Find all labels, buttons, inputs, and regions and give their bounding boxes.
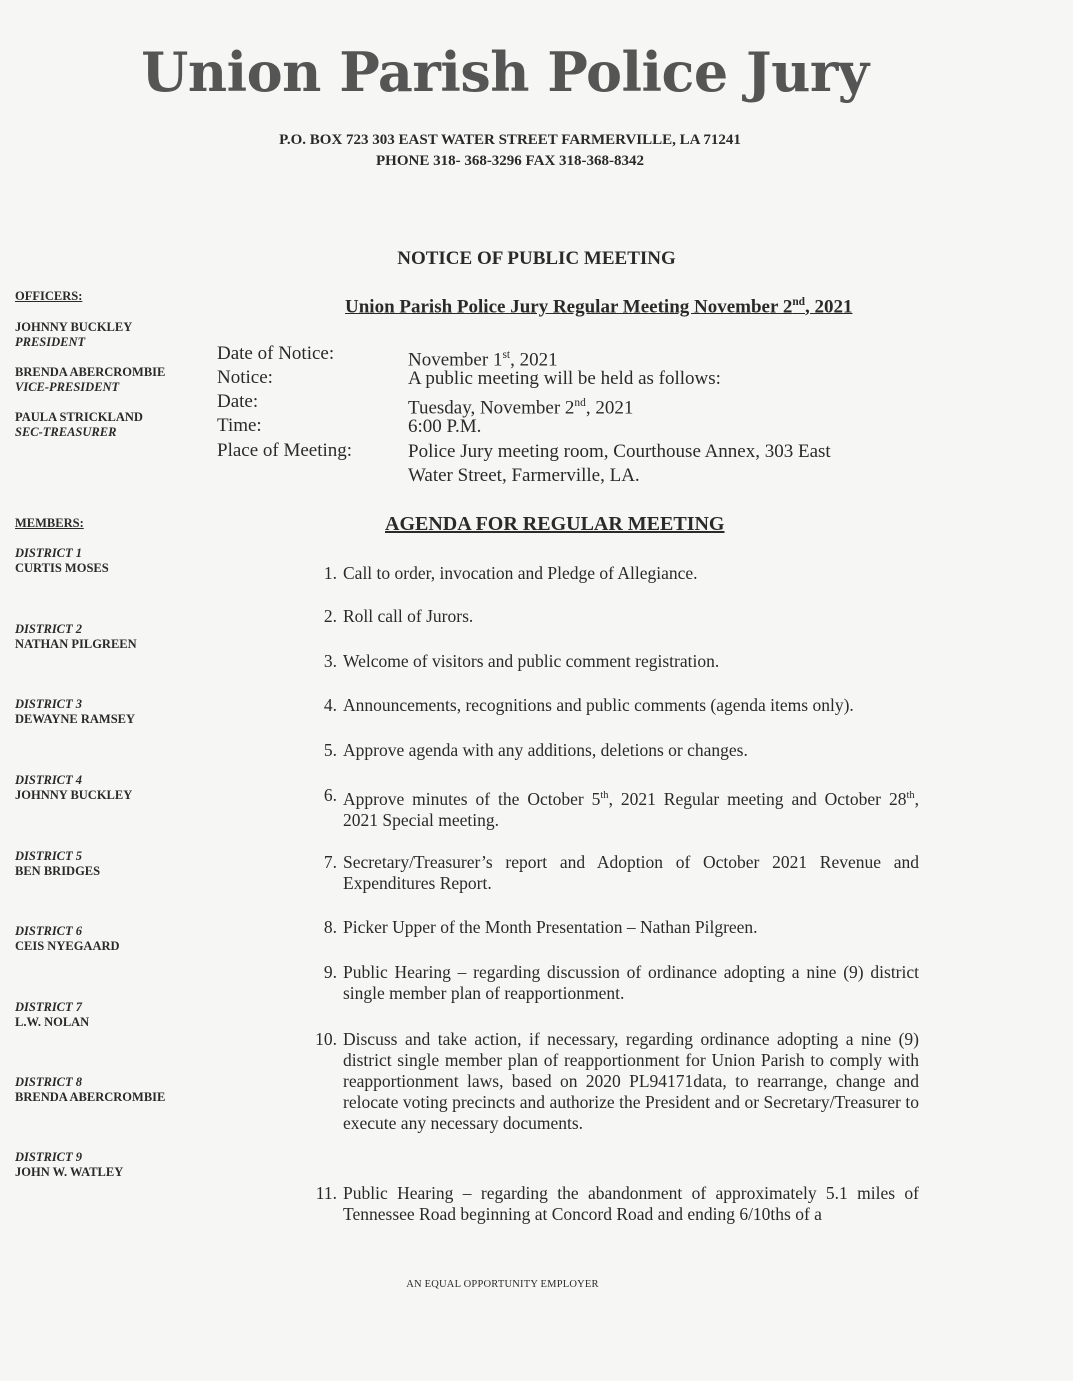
footer-text: AN EQUAL OPPORTUNITY EMPLOYER (406, 1279, 599, 1290)
agenda-item: 4. Announcements, recognitions and public comments (agenda items only). (323, 695, 854, 715)
members-heading: MEMBERS: (15, 516, 84, 530)
notice-value: A public meeting will be held as follows: (408, 368, 721, 389)
member-entry: DISTRICT 8 BRENDA ABERCROMBIE (15, 1075, 166, 1104)
member-entry: DISTRICT 3 DEWAYNE RAMSEY (15, 697, 136, 726)
date-label: Date: (217, 391, 259, 412)
member-entry: DISTRICT 7 L.W. NOLAN (15, 1000, 90, 1029)
date-of-notice-value: November 1st, 2021 (408, 349, 558, 371)
member-entry: DISTRICT 5 BEN BRIDGES (15, 849, 101, 878)
agenda-item: 11. Public Hearing – regarding the abandonment of approximately 5.1 miles of Tennessee Road beginning at Concord Road and ending 6/10ths of a (315, 1183, 919, 1224)
address-line: P.O. BOX 723 303 EAST WATER STREET FARMERVILLE, LA 71241 (279, 132, 741, 148)
date-value: Tuesday, November 2nd, 2021 (408, 397, 634, 419)
member-entry: DISTRICT 4 JOHNNY BUCKLEY (15, 773, 133, 802)
member-entry: DISTRICT 1 CURTIS MOSES (15, 546, 109, 575)
officer-entry: PAULA STRICKLAND SEC-TREASURER (15, 410, 143, 439)
agenda-item: 2. Roll call of Jurors. (323, 606, 474, 626)
notice-heading: NOTICE OF PUBLIC MEETING (397, 248, 676, 269)
time-value: 6:00 P.M. (408, 416, 482, 437)
organization-title: Union Parish Police Jury (141, 40, 869, 104)
agenda-item: 7. Secretary/Treasurer’s report and Adoption of October 2021 Revenue and Expenditures Report. (323, 852, 919, 893)
officer-entry: BRENDA ABERCROMBIE VICE-PRESIDENT (15, 365, 166, 394)
agenda-item: 1. Call to order, invocation and Pledge of Allegiance. (323, 563, 698, 583)
date-of-notice-label: Date of Notice: (217, 343, 335, 364)
agenda-item: 6. Approve minutes of the October 5th, 2021 Regular meeting and October 28th, 2021 Special meeting. (323, 785, 919, 830)
agenda-item: 3. Welcome of visitors and public comment registration. (323, 651, 720, 671)
meeting-heading: Union Parish Police Jury Regular Meeting November 2nd, 2021 (345, 296, 853, 318)
agenda-item: 9. Public Hearing – regarding discussion of ordinance adopting a nine (9) district single member plan of reapportionment. (323, 962, 919, 1003)
place-label: Place of Meeting: (217, 440, 353, 461)
member-entry: DISTRICT 9 JOHN W. WATLEY (15, 1150, 124, 1179)
notice-label: Notice: (217, 367, 273, 388)
officers-heading: OFFICERS: (15, 289, 83, 303)
agenda-item: 10. Discuss and take action, if necessary, regarding ordinance adopting a nine (9) district single member plan of reapportionment for Union Parish to comply with reapportionment laws, based on 2020 PL94171data, to rearrange, change and relocate voting precincts and authorize the President and or Secretary/Treasurer to execute any necessary documents. (315, 1029, 919, 1133)
agenda-item: 5. Approve agenda with any additions, deletions or changes. (323, 740, 748, 760)
time-label: Time: (217, 415, 262, 436)
phone-fax-line: PHONE 318- 368-3296 FAX 318-368-8342 (375, 153, 645, 169)
agenda-heading: AGENDA FOR REGULAR MEETING (385, 513, 725, 535)
member-entry: DISTRICT 6 CEIS NYEGAARD (15, 924, 120, 953)
agenda-item: 8. Picker Upper of the Month Presentation – Nathan Pilgreen. (323, 917, 758, 937)
member-entry: DISTRICT 2 NATHAN PILGREEN (15, 622, 137, 651)
place-value: Police Jury meeting room, Courthouse Annex, 303 East Water Street, Farmerville, LA. (408, 441, 831, 486)
officer-entry: JOHNNY BUCKLEY PRESIDENT (15, 320, 133, 349)
